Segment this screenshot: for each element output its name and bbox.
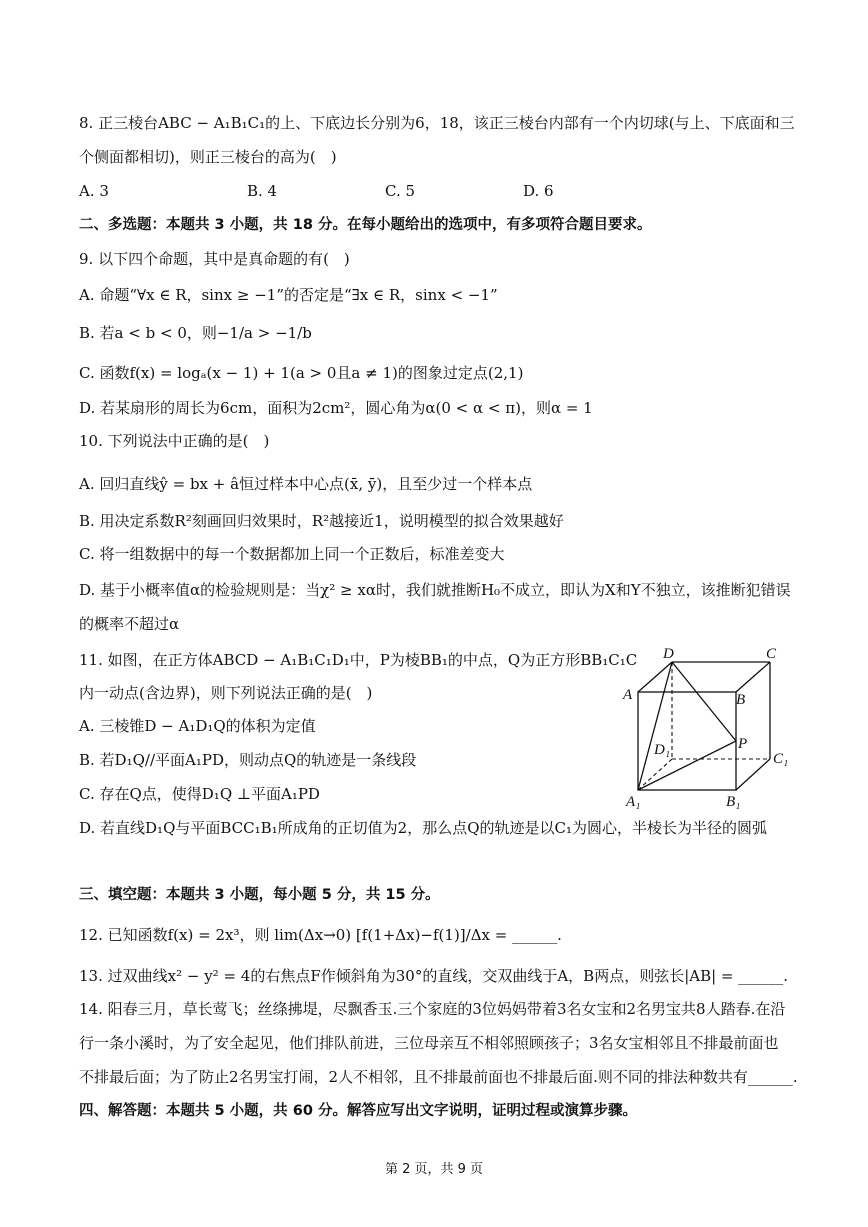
q11-stem-line1: 11. 如图，在正方体ABCD − A₁B₁C₁D₁中，P为棱BB₁的中点，Q为正方形BB₁C₁C [79, 651, 638, 669]
q14-line2: 行一条小溪时，为了安全起见，他们排队前进，三位母亲互不相邻照顾孩子；3名女宝相邻且不排最前面也 [79, 1034, 779, 1052]
q14-line3: 不排最后面；为了防止2名男宝打闹，2人不相邻，且不排最前面也不排最后面.则不同的排法种数共有______. [79, 1068, 798, 1086]
label-p: P [738, 736, 748, 752]
q11-option-c: C. 存在Q点，使得D₁Q ⊥平面A₁PD [79, 785, 320, 803]
label-b: B [736, 692, 746, 708]
q11-option-d: D. 若直线D₁Q与平面BCC₁B₁所成角的正切值为2，那么点Q的轨迹是以C₁为圆心，半棱长为半径的圆弧 [79, 819, 768, 837]
q8-option-c: C. 5 [385, 182, 416, 200]
label-d1: D₁ [654, 742, 671, 758]
q10-option-a: A. 回归直线ŷ = bx + â恒过样本中心点(x̄, ȳ)，且至少过一个样本点 [79, 475, 533, 493]
q13-stem: 13. 过双曲线x² − y² = 4的右焦点F作倾斜角为30°的直线，交双曲线于A，B两点，则弦长|AB| = ______. [79, 967, 789, 985]
q8-option-a: A. 3 [79, 182, 109, 200]
q9-option-c: C. 函数f(x) = logₐ(x − 1) + 1(a > 0且a ≠ 1)的图象过定点(2,1) [79, 364, 524, 382]
section-2-heading: 二、多选题：本题共 3 小题，共 18 分。在每小题给出的选项中，有多项符合题目要求。 [79, 217, 652, 233]
cube-figure [620, 644, 796, 814]
q9-option-d: D. 若某扇形的周长为6cm，面积为2cm²，圆心角为α(0 < α < π)，则α = 1 [79, 399, 593, 417]
q9-option-b: B. 若a < b < 0，则−1/a > −1/b [79, 324, 312, 342]
q8-option-d: D. 6 [523, 182, 554, 200]
q11-option-b: B. 若D₁Q//平面A₁PD，则动点Q的轨迹是一条线段 [79, 751, 417, 769]
section-3-heading: 三、填空题：本题共 3 小题，每小题 5 分，共 15 分。 [79, 887, 440, 903]
label-a1: A₁ [626, 794, 641, 810]
q10-option-c: C. 将一组数据中的每一个数据都加上同一个正数后，标准差变大 [79, 545, 505, 563]
label-a: A [623, 687, 633, 703]
q8-option-b: B. 4 [247, 182, 278, 200]
page-footer: 第 2 页，共 9 页 [384, 1162, 484, 1177]
q14-line1: 14. 阳春三月，草长莺飞；丝绦拂堤，尽飘香玉.三个家庭的3位妈妈带着3名女宝和2名男宝共8人踏春.在沿 [79, 1000, 786, 1018]
q11-option-a: A. 三棱锥D − A₁D₁Q的体积为定值 [79, 717, 316, 735]
q10-stem: 10. 下列说法中正确的是( ) [79, 432, 270, 450]
q12-stem: 12. 已知函数f(x) = 2x³，则 lim(Δx→0) [f(1+Δx)−f(1)]/Δx = ______. [79, 926, 562, 944]
q9-stem: 9. 以下四个命题，其中是真命题的有( ) [79, 250, 350, 268]
section-4-heading: 四、解答题：本题共 5 小题，共 60 分。解答应写出文字说明，证明过程或演算步骤。 [79, 1103, 637, 1119]
label-d: D [663, 646, 674, 662]
label-b1: B₁ [726, 794, 741, 810]
q11-stem-line2: 内一动点(含边界)，则下列说法正确的是( ) [79, 684, 373, 702]
q8-stem-line1: 8. 正三棱台ABC − A₁B₁C₁的上、下底边长分别为6，18，该正三棱台内部有一个内切球(与上、下底面和三 [79, 114, 795, 132]
q9-option-a: A. 命题“∀x ∈ R，sinx ≥ −1”的否定是“∃x ∈ R，sinx < −1” [79, 286, 498, 304]
label-c1: C₁ [773, 751, 789, 767]
q10-option-d-line1: D. 基于小概率值α的检验规则是：当χ² ≥ xα时，我们就推断H₀不成立，即认为X和Y不独立，该推断犯错误 [79, 581, 791, 599]
label-c: C [766, 646, 777, 662]
q10-option-b: B. 用决定系数R²刻画回归效果时，R²越接近1，说明模型的拟合效果越好 [79, 512, 564, 530]
q10-option-d-line2: 的概率不超过α [79, 615, 180, 633]
q8-stem-line2: 个侧面都相切)，则正三棱台的高为( ) [79, 148, 337, 166]
